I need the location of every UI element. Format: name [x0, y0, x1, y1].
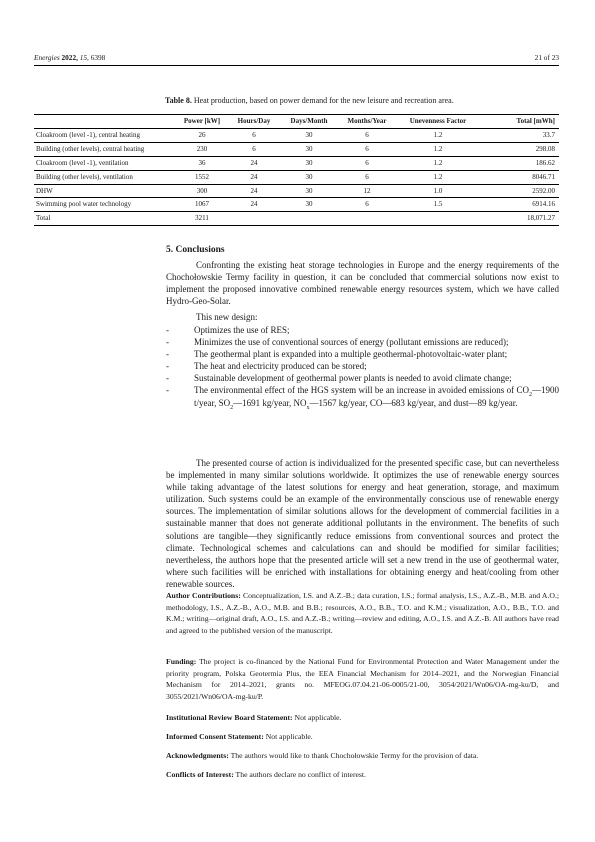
consent-statement [166, 731, 559, 743]
table-cell: 30 [280, 142, 338, 156]
table-cell: 298.08 [480, 142, 559, 156]
table-cell: DHW [34, 184, 176, 198]
table-cell: 6 [338, 128, 396, 142]
column-header: Hours/Day [228, 115, 280, 129]
paragraph-text: The presented course of action is individualized for the presented specific case, but can nevertheless be implemented in many similar solutions worldwide. It optimizes the use of renewable energy sources while taking advantage of the latest solutions for energy and heat generation, storage, and maximum utilization. Such systems could be an example of the environmentally conscious use of renewable energy sources. The implementation of similar solutions allows for the development of commercial facilities in a sustainable manner that does not generate additional pollutants in the environment. The benefits of such solutions are tangible—they significantly reduce emissions from conventional sources and protect the climate. Technological schemes and calculations can and should be modified for similar facilities; nevertheless, the authors hope that the presented article will set a new trend in the use of geothermal water, where such facilities will be enriched with installations for obtaining energy and heat/cooling from other renewable sources. [166, 458, 559, 589]
author-contributions [166, 590, 559, 636]
column-header: Total [mWh] [480, 115, 559, 129]
table-cell: 12 [338, 184, 396, 198]
article-number: 6398 [90, 53, 106, 62]
table-row [34, 198, 559, 212]
table-cell: 300 [176, 184, 228, 198]
table-cell: 186.62 [480, 156, 559, 170]
list-item-text: The geothermal plant is expanded into a multiple geothermal-photovoltaic-water plant; [194, 349, 508, 360]
table-cell [228, 212, 280, 226]
table-cell: 1.2 [396, 142, 480, 156]
paragraph-text: Confronting the existing heat storage technologies in Europe and the energy requirements of the Chochołowskie Termy facility in question, it can be concluded that commercial solutions now exist to implement the proposed innovative combined renewable energy resources system, which we have called Hydro-Geo-Solar. [166, 260, 559, 307]
table-cell: 6 [228, 128, 280, 142]
table-cell: 24 [228, 184, 280, 198]
design-bullet-list [166, 324, 559, 409]
table-cell: Building (other levels), central heating [34, 142, 176, 156]
table-cell: 24 [228, 198, 280, 212]
column-header [34, 115, 176, 129]
table-header-row [34, 115, 559, 129]
section-title: 5. Conclusions [166, 245, 225, 255]
acknowledgments-text: The authors would like to thank Chochołowskie Termy for the provision of data. [230, 751, 479, 760]
table-row [34, 170, 559, 184]
paragraph-text: This new design: [196, 312, 258, 322]
table-cell: 30 [280, 198, 338, 212]
conclusions-paragraph-1 [166, 259, 559, 307]
acknowledgments [166, 750, 559, 762]
list-item-text: The heat and electricity produced can be stored; [194, 361, 367, 372]
table-total-row [34, 212, 559, 226]
table-cell: 1.2 [396, 128, 480, 142]
irb-label: Institutional Review Board Statement: [166, 713, 293, 722]
list-item: - Minimizes the use of conventional sources of energy (pollutant emissions are reduced); [166, 337, 509, 348]
column-header: Power [kW] [176, 115, 228, 129]
table-row [34, 128, 559, 142]
table-cell: 1.5 [396, 198, 480, 212]
list-item: - The environmental effect of the HGS system will be an increase in avoided emissions of $CO_2—1900$ t/year, $SO_2—1691$ kg/year, $NO_x—1567$ kg/year, CO—683 kg/year, and dust—89 kg/year. [166, 385, 559, 411]
table-cell: Cloakroom (level -1), ventilation [34, 156, 176, 170]
table-cell: 6914.16 [480, 198, 559, 212]
journal-citation [34, 53, 105, 62]
table-cell: 3211 [176, 212, 228, 226]
page-number: 21 of 23 [534, 53, 559, 62]
list-item-text: The environmental effect of the HGS system will be an increase in avoided emissions of $CO_2—1900$ t/year, $SO_2—1691$ kg/year, $NO_x—1567$ kg/year, CO—683 kg/year, and dust—89 kg/year. [194, 385, 559, 411]
conflicts-of-interest [166, 769, 559, 781]
table-cell: 2592.00 [480, 184, 559, 198]
table-cell: 24 [228, 156, 280, 170]
list-item-text: Sustainable development of geothermal power plants is needed to avoid climate change; [194, 373, 512, 384]
conclusions-paragraph-2 [166, 311, 559, 323]
conflicts-label: Conflicts of Interest: [166, 770, 234, 779]
table-caption-text: Heat production, based on power demand for the new leisure and recreation area. [193, 96, 454, 105]
author-contributions-label: Author Contributions: [166, 591, 241, 600]
author-contributions-text: Conceptualization, I.S. and A.Z.-B.; data curation, I.S.; formal analysis, I.S., A.Z.-B., M.B. and A.O.; methodology, I.S., A.Z.-B., A.O., M.B. and B.B.; resources, A.O., B.B., T.O. and K.M.; visualization, A.O., B.B., T.O. and K.M.; writing—original draft, A.O., I.S. and A.Z.-B.; writing—review and editing, A.O., I.S. and A.Z.-B. All authors have read and agreed to the published version of the manuscript. [166, 591, 560, 635]
journal-year: 2022, [61, 53, 78, 62]
funding-label: Funding: [166, 657, 197, 666]
list-item-text: Optimizes the use of RES; [194, 325, 290, 335]
table-cell [280, 212, 338, 226]
table-cell: 30 [280, 184, 338, 198]
irb-text: Not applicable. [294, 713, 342, 722]
table-cell: 6 [338, 142, 396, 156]
table-cell: 30 [280, 156, 338, 170]
list-item: - The heat and electricity produced can be stored; [166, 361, 367, 372]
table-caption [165, 96, 454, 105]
header-rule [34, 65, 559, 66]
table-cell: 6 [228, 142, 280, 156]
table-cell: Building (other levels), ventilation [34, 170, 176, 184]
table-row [34, 142, 559, 156]
table-cell: 8046.71 [480, 170, 559, 184]
table-cell: 18,071.27 [480, 212, 559, 226]
journal-name: Energies [34, 53, 60, 62]
list-item: - The geothermal plant is expanded into a multiple geothermal-photovoltaic-water plant; [166, 349, 508, 360]
column-header: Days/Month [280, 115, 338, 129]
column-header: Unevenness Factor [396, 115, 480, 129]
column-header: Months/Year [338, 115, 396, 129]
table-cell: 1.2 [396, 170, 480, 184]
table-cell: 26 [176, 128, 228, 142]
table-row [34, 184, 559, 198]
funding-text: The project is co-financed by the National Fund for Environmental Protection and Water Management under the priority program, Polska Geotermia Plus, the EEA Financial Mechanism for 2014–2021, and the Norwegian Financial Mechanism for 2014–2021, grants no. MFEOG.07.04.21-06-0005/21-00, 3054/2021/Wn06/OA-mg-ku/D, and 3055/2021/Wn06/OA-mg-ku/P. [166, 657, 559, 701]
list-item-text: Minimizes the use of conventional sources of energy (pollutant emissions are reduced); [194, 337, 509, 348]
table-cell: 30 [280, 170, 338, 184]
table-cell: 1.2 [396, 156, 480, 170]
table-cell: 1.0 [396, 184, 480, 198]
table-cell: 36 [176, 156, 228, 170]
table-caption-label: Table 8. [165, 96, 192, 105]
list-item: - Sustainable development of geothermal power plants is needed to avoid climate change; [166, 373, 512, 384]
irb-statement [166, 712, 559, 724]
table-cell: 230 [176, 142, 228, 156]
table-cell: 33.7 [480, 128, 559, 142]
table-cell: Swimming pool water technology [34, 198, 176, 212]
conflicts-text: The authors declare no conflict of interest. [235, 770, 366, 779]
consent-label: Informed Consent Statement: [166, 732, 264, 741]
table-cell: 1067 [176, 198, 228, 212]
table-cell: 6 [338, 198, 396, 212]
table-cell: 30 [280, 128, 338, 142]
table-row [34, 156, 559, 170]
page-header [34, 53, 559, 62]
table-cell [338, 212, 396, 226]
journal-volume: 15, [79, 53, 89, 62]
table-cell: 24 [228, 170, 280, 184]
acknowledgments-label: Acknowledgments: [166, 751, 229, 760]
table-cell: 6 [338, 156, 396, 170]
conclusions-paragraph-3 [166, 457, 559, 590]
consent-text: Not applicable. [265, 732, 313, 741]
heat-production-table [34, 114, 559, 226]
table-cell [396, 212, 480, 226]
funding-statement [166, 656, 559, 702]
table-cell: 1552 [176, 170, 228, 184]
table-cell: Total [34, 212, 176, 226]
table-cell: Cloakroom (level -1), central heating [34, 128, 176, 142]
list-item: - Optimizes the use of RES; [166, 325, 290, 335]
table-cell: 6 [338, 170, 396, 184]
